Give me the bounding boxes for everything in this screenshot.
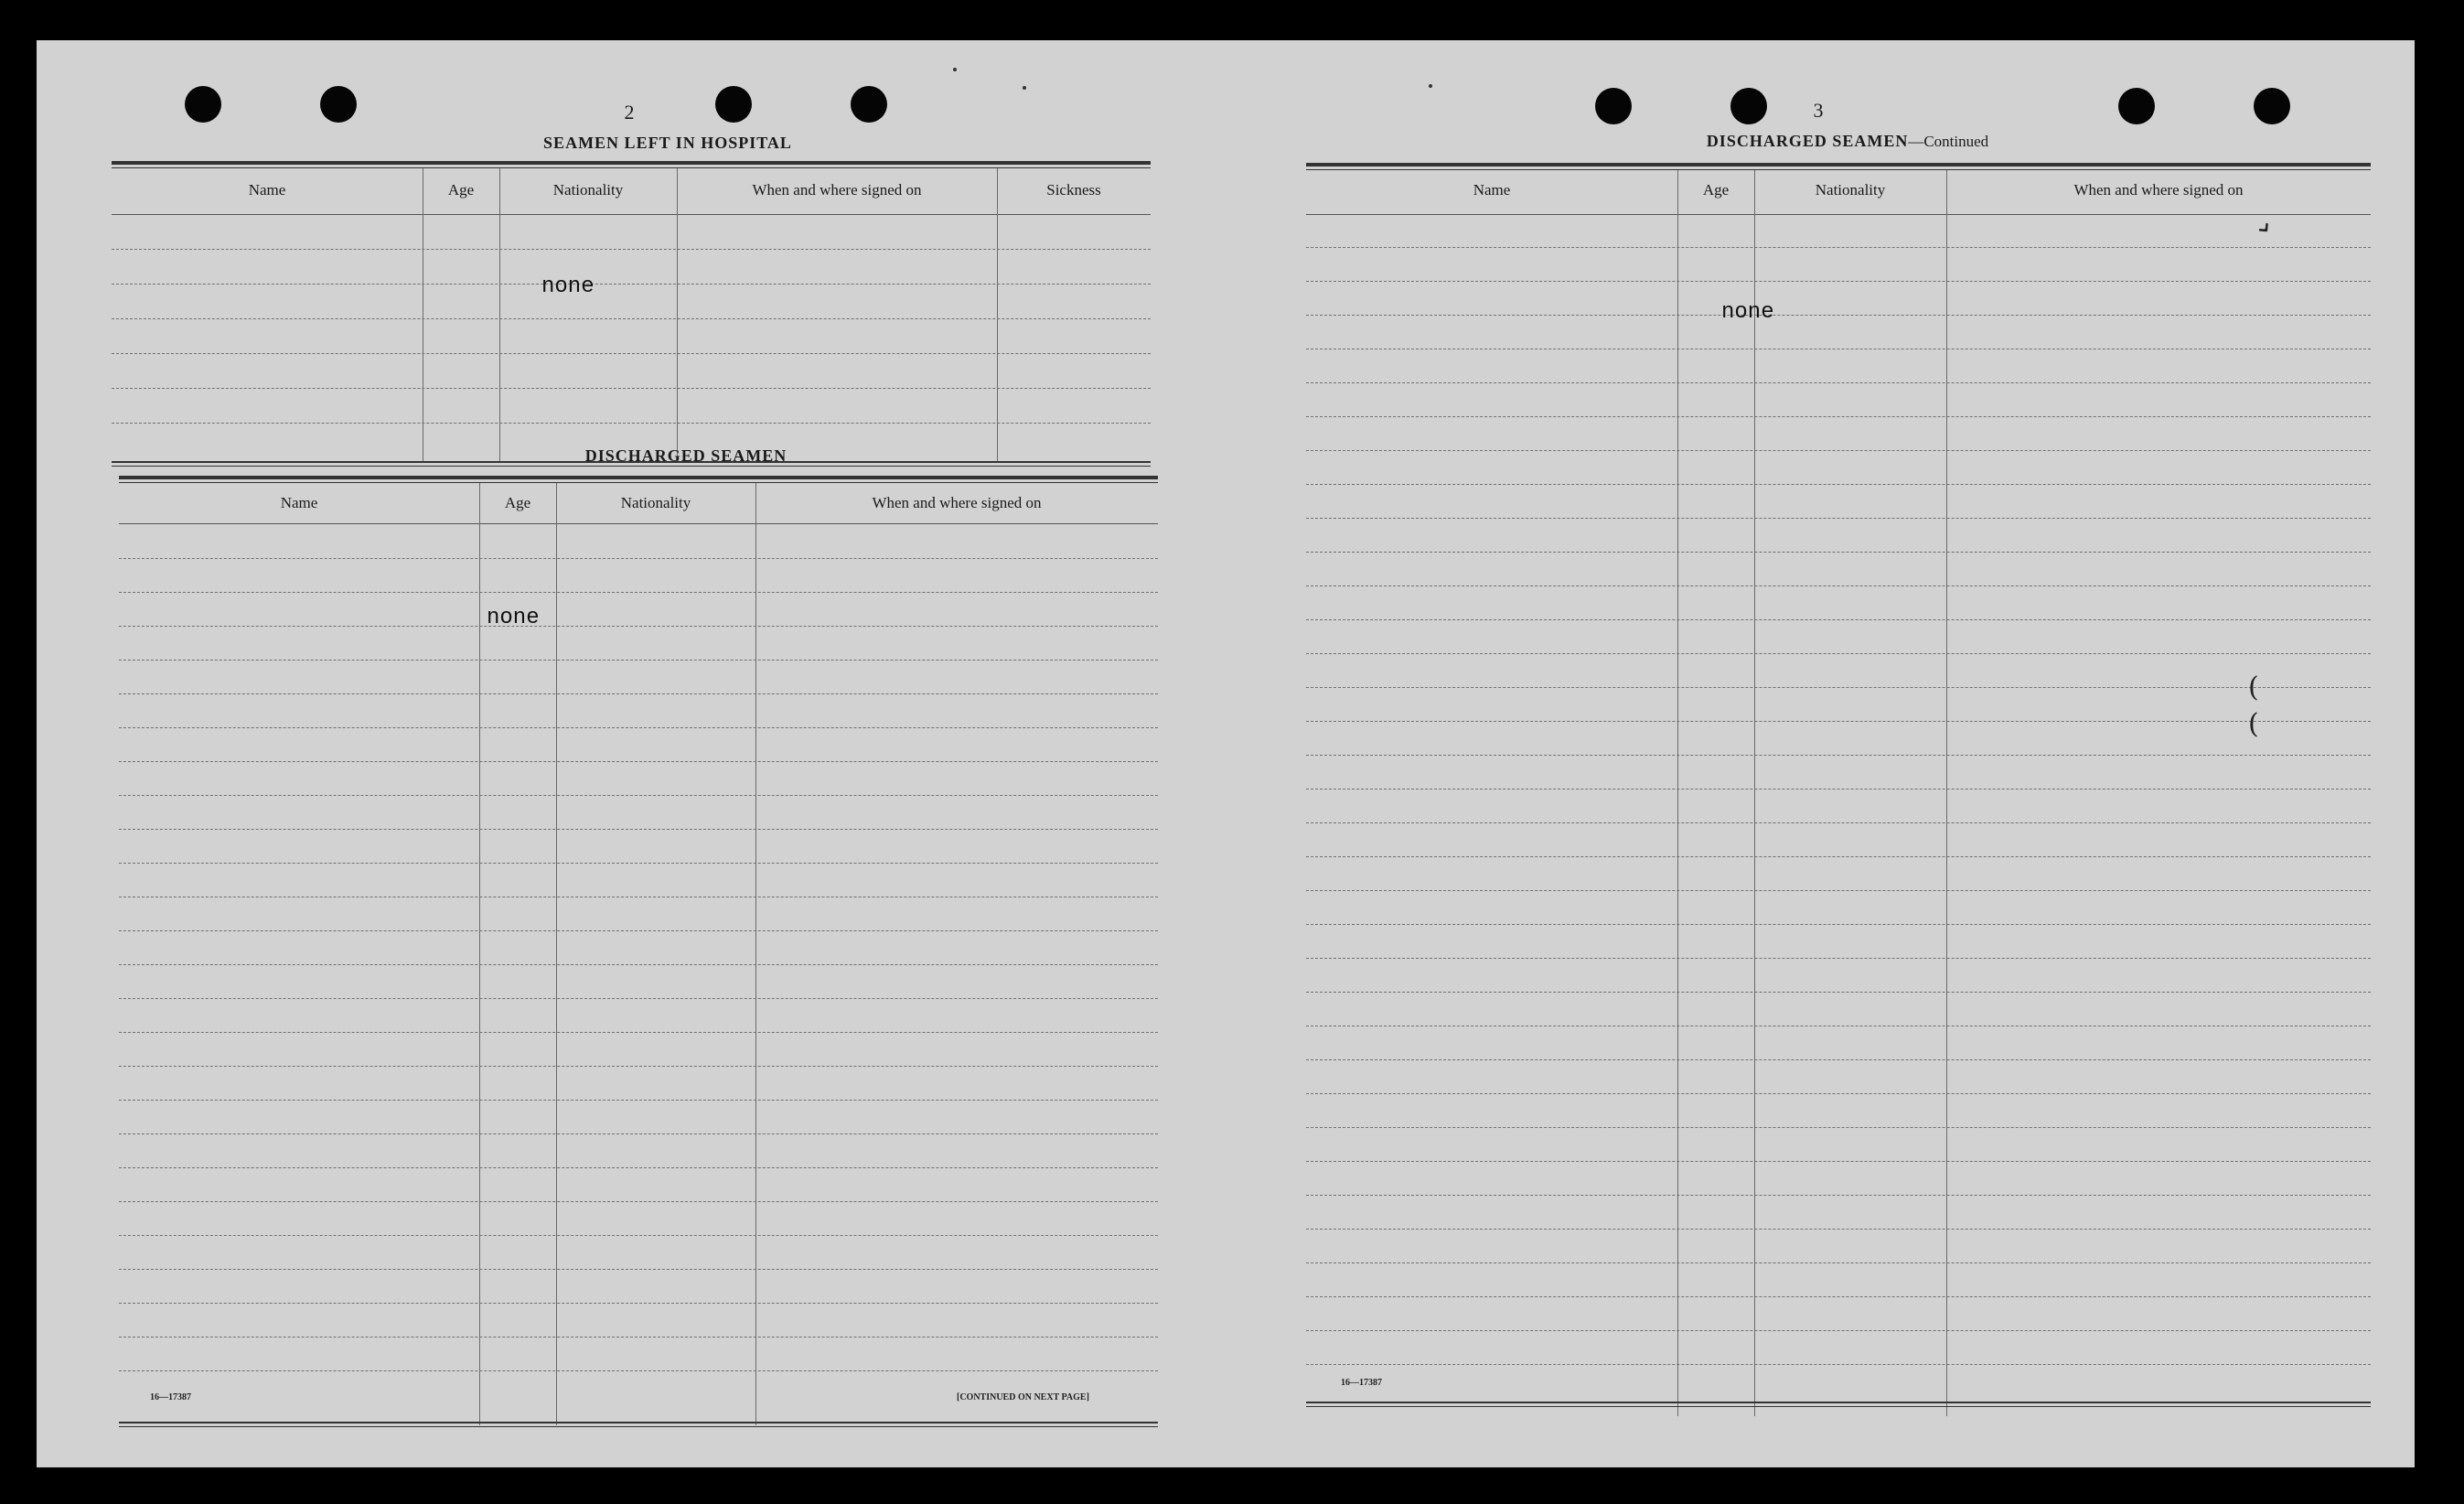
row-line	[119, 761, 1158, 762]
column-separator	[479, 483, 480, 1425]
row-line	[119, 795, 1158, 796]
page-number-left: 2	[624, 101, 635, 124]
hospital-section-title: SEAMEN LEFT IN HOSPITAL	[543, 134, 792, 152]
row-line	[112, 353, 1151, 354]
header-divider	[1306, 214, 2371, 215]
punch-hole	[851, 86, 887, 123]
row-line	[1306, 416, 2371, 417]
column-header-nationality: Nationality	[620, 494, 691, 511]
table-top-rule	[119, 476, 1158, 483]
column-header-name: Name	[248, 181, 286, 199]
row-line	[1306, 755, 2371, 756]
row-line	[1306, 1330, 2371, 1331]
row-line	[1306, 281, 2371, 282]
row-line	[1306, 1059, 2371, 1060]
discharged-continued-title-main: DISCHARGED SEAMEN	[1706, 132, 1909, 150]
punch-hole	[320, 86, 357, 123]
row-line	[119, 558, 1158, 559]
column-header-signed-on: When and where signed on	[872, 494, 1042, 511]
row-line	[1306, 992, 2371, 993]
punch-hole	[1595, 88, 1632, 124]
row-line	[119, 829, 1158, 830]
hospital-table	[112, 161, 1151, 468]
row-line	[119, 660, 1158, 661]
column-separator	[556, 483, 557, 1425]
row-line	[112, 249, 1151, 250]
row-line	[119, 863, 1158, 864]
discharged-section-title: DISCHARGED SEAMEN	[584, 446, 787, 465]
row-line	[119, 1201, 1158, 1202]
row-line	[1306, 1229, 2371, 1230]
row-line	[1306, 1127, 2371, 1128]
column-separator	[677, 168, 678, 463]
punch-hole	[185, 86, 221, 123]
row-line	[1306, 856, 2371, 857]
row-line	[119, 1100, 1158, 1101]
row-line	[1306, 619, 2371, 620]
discharged-table	[119, 476, 1158, 1429]
row-line	[119, 727, 1158, 728]
row-line	[1306, 822, 2371, 823]
column-separator	[755, 483, 756, 1425]
row-line	[119, 1167, 1158, 1168]
row-line	[1306, 721, 2371, 722]
column-header-signed-on: When and where signed on	[2073, 181, 2244, 199]
punch-hole	[1730, 88, 1767, 124]
table-top-rule	[1306, 163, 2371, 170]
row-line	[112, 388, 1151, 389]
row-line	[119, 998, 1158, 999]
column-header-name: Name	[280, 494, 318, 511]
row-line	[119, 1370, 1158, 1371]
footer-form-code: 16—17387	[150, 1392, 191, 1402]
row-line	[119, 1269, 1158, 1270]
row-line	[1306, 1161, 2371, 1162]
punch-hole	[2254, 88, 2290, 124]
column-header-signed-on: When and where signed on	[752, 181, 922, 199]
column-header-age: Age	[1702, 181, 1730, 199]
punch-hole	[715, 86, 752, 123]
row-line	[119, 1066, 1158, 1067]
row-line	[1306, 687, 2371, 688]
row-line	[1306, 653, 2371, 654]
pencil-mark: (	[2248, 708, 2259, 740]
column-separator	[499, 168, 500, 463]
row-line	[119, 626, 1158, 627]
row-line	[119, 592, 1158, 593]
row-line	[1306, 552, 2371, 553]
row-line	[112, 423, 1151, 424]
column-header-age: Age	[504, 494, 531, 511]
row-line	[1306, 1195, 2371, 1196]
column-header-name: Name	[1473, 181, 1511, 199]
discharged-continued-title-suffix: —Continued	[1908, 133, 1989, 150]
row-line	[1306, 1093, 2371, 1094]
column-separator	[997, 168, 998, 463]
page-number-right: 3	[1813, 99, 1824, 122]
row-line	[1306, 924, 2371, 925]
row-line	[1306, 958, 2371, 959]
paper-speck	[1023, 86, 1026, 90]
pencil-mark: ⌄	[2242, 205, 2281, 244]
row-line	[1306, 484, 2371, 485]
row-line	[112, 284, 1151, 285]
discharged-continued-title	[1546, 132, 2149, 151]
row-line	[119, 1133, 1158, 1134]
row-line	[1306, 1296, 2371, 1297]
row-line	[1306, 518, 2371, 519]
row-line	[1306, 890, 2371, 891]
document-sheet	[37, 40, 2415, 1467]
row-line	[1306, 450, 2371, 451]
row-line	[1306, 247, 2371, 248]
row-line	[1306, 1262, 2371, 1263]
punch-hole	[2118, 88, 2155, 124]
row-line	[1306, 585, 2371, 586]
row-line	[119, 1032, 1158, 1033]
paper-speck	[1429, 84, 1432, 88]
table-top-rule	[112, 161, 1151, 168]
typed-entry-none: none	[487, 606, 540, 630]
row-line	[119, 693, 1158, 694]
table-bottom-rule	[119, 1422, 1158, 1427]
row-line	[119, 1303, 1158, 1304]
row-line	[112, 318, 1151, 319]
column-header-age: Age	[447, 181, 475, 199]
discharged-continued-table	[1306, 163, 2371, 1418]
row-line	[1306, 382, 2371, 383]
row-line	[1306, 1364, 2371, 1365]
row-line	[119, 930, 1158, 931]
table-bottom-rule	[1306, 1402, 2371, 1407]
column-header-nationality: Nationality	[552, 181, 624, 199]
header-divider	[112, 214, 1151, 215]
row-line	[119, 964, 1158, 965]
pencil-mark: (	[2248, 671, 2259, 704]
header-divider	[119, 523, 1158, 524]
row-line	[1306, 789, 2371, 790]
typed-entry-none: none	[1721, 300, 1774, 325]
footer-form-code: 16—17387	[1341, 1378, 1382, 1388]
column-header-nationality: Nationality	[1815, 181, 1886, 199]
column-header-sickness: Sickness	[1046, 181, 1101, 199]
footer-continued-note: [CONTINUED ON NEXT PAGE]	[957, 1392, 1089, 1402]
paper-speck	[953, 68, 957, 71]
row-line	[1306, 315, 2371, 316]
row-line	[119, 1235, 1158, 1236]
typed-entry-none: none	[541, 274, 595, 299]
